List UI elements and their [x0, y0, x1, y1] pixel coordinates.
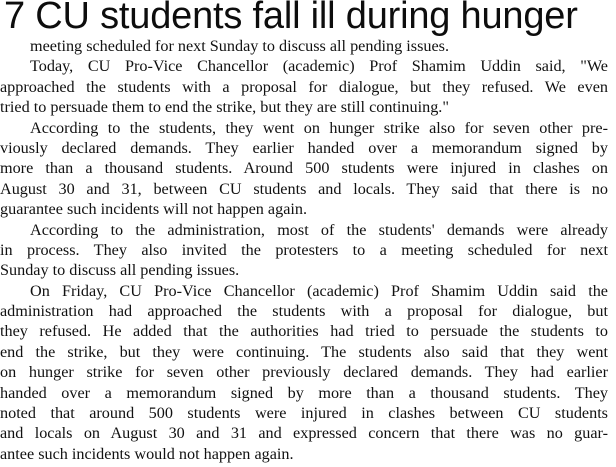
body-line-1: meeting scheduled for next Sunday to discuss all pending issues. [30, 37, 450, 55]
body-line-9: guarantee such incidents will not happen again. [0, 200, 308, 219]
body-line-19: noted that around 500 students were injured in clashes between CU students [0, 404, 608, 423]
body-line-14: administration had approached the students with a proposal for dialogue, but [0, 302, 608, 321]
body-line-8: August 30 and 31, between CU students and locals. They said that there is no [0, 179, 608, 198]
body-line-5: According to the students, they went on hunger strike also for seven other pre- [30, 118, 608, 137]
body-line-18: handed over a memorandum signed by more than a thousand students. They [0, 383, 608, 402]
body-line-12: Sunday to discuss all pending issues. [0, 261, 240, 280]
body-line-7: more than a thousand students. Around 500 students were injured in clashes on [0, 159, 608, 178]
body-line-11: in process. They also invited the protesters to a meeting scheduled for next [0, 240, 608, 259]
body-line-15: they refused. He added that the authorities had tried to persuade the students to [0, 322, 608, 341]
body-line-6: viously declared demands. They earlier handed over a memorandum signed by [0, 138, 608, 157]
body-line-21: antee such incidents would not happen again. [0, 444, 294, 463]
body-line-4: tried to persuade them to end the strike, but they are still continuing." [0, 98, 449, 117]
body-line-2: Today, CU Pro-Vice Chancellor (academic) Prof Shamim Uddin said, "We [30, 57, 608, 76]
body-line-13: On Friday, CU Pro-Vice Chancellor (academic) Prof Shamim Uddin said the [30, 281, 608, 300]
body-line-20: and locals on August 30 and 31 and expressed concern that there was no guar- [0, 424, 608, 443]
body-line-17: on hunger strike for seven other previously declared demands. They had earlier [0, 363, 608, 382]
body-line-3: approached the students with a proposal for dialogue, but they refused. We even [0, 77, 608, 96]
article-headline: 7 CU students fall ill during hunger [4, 0, 578, 37]
body-line-16: end the strike, but they were continuing. The students also said that they went [0, 342, 608, 361]
body-line-10: According to the administration, most of the students' demands were already [30, 220, 608, 239]
article-body [0, 36, 608, 464]
